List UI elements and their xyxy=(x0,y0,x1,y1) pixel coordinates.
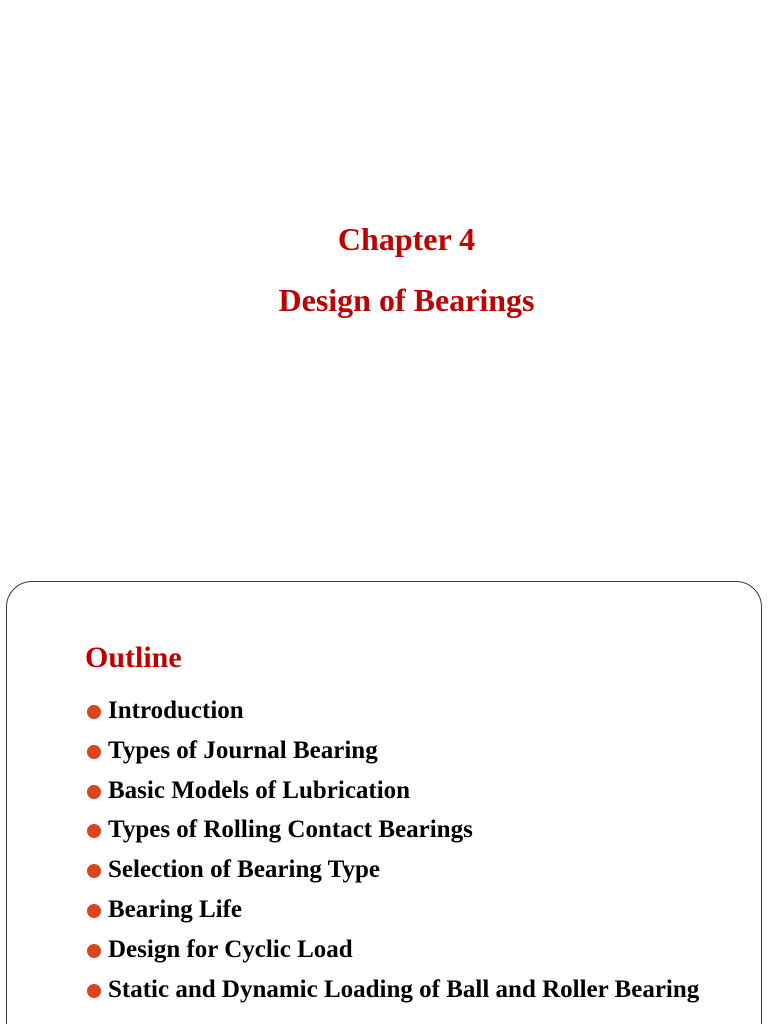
outline-heading: Outline xyxy=(85,641,182,674)
outline-item-label: Types of Rolling Contact Bearings xyxy=(108,816,473,844)
outline-item-label: Static and Dynamic Loading of Ball and Roller Bearing xyxy=(108,975,700,1003)
outline-item-label: Basic Models of Lubrication xyxy=(108,776,411,804)
bullet-icon xyxy=(87,864,101,878)
bullet-icon xyxy=(87,745,101,759)
outline-item xyxy=(85,776,725,806)
outline-item xyxy=(85,815,725,845)
outline-item-label: Bearing Life xyxy=(108,895,243,923)
outline-slide xyxy=(6,581,762,1024)
bullet-icon xyxy=(87,824,101,838)
outline-item xyxy=(85,736,725,766)
bullet-icon xyxy=(87,904,101,918)
outline-item-label: Introduction xyxy=(108,697,244,724)
chapter-subtitle: Design of Bearings xyxy=(278,282,535,318)
outline-list xyxy=(85,696,725,1014)
outline-item xyxy=(85,696,725,726)
bullet-icon xyxy=(87,944,101,958)
outline-item-label: Design for Cyclic Load xyxy=(108,935,353,963)
bullet-icon xyxy=(87,705,101,719)
outline-item xyxy=(85,935,725,965)
bullet-icon xyxy=(87,984,101,998)
outline-item xyxy=(85,855,725,885)
outline-item xyxy=(85,895,725,925)
outline-item-label: Types of Journal Bearing xyxy=(108,736,378,764)
chapter-title: Chapter 4 xyxy=(337,221,476,257)
bullet-icon xyxy=(87,785,101,799)
outline-item xyxy=(85,975,725,1005)
outline-item-label: Selection of Bearing Type xyxy=(108,856,380,884)
